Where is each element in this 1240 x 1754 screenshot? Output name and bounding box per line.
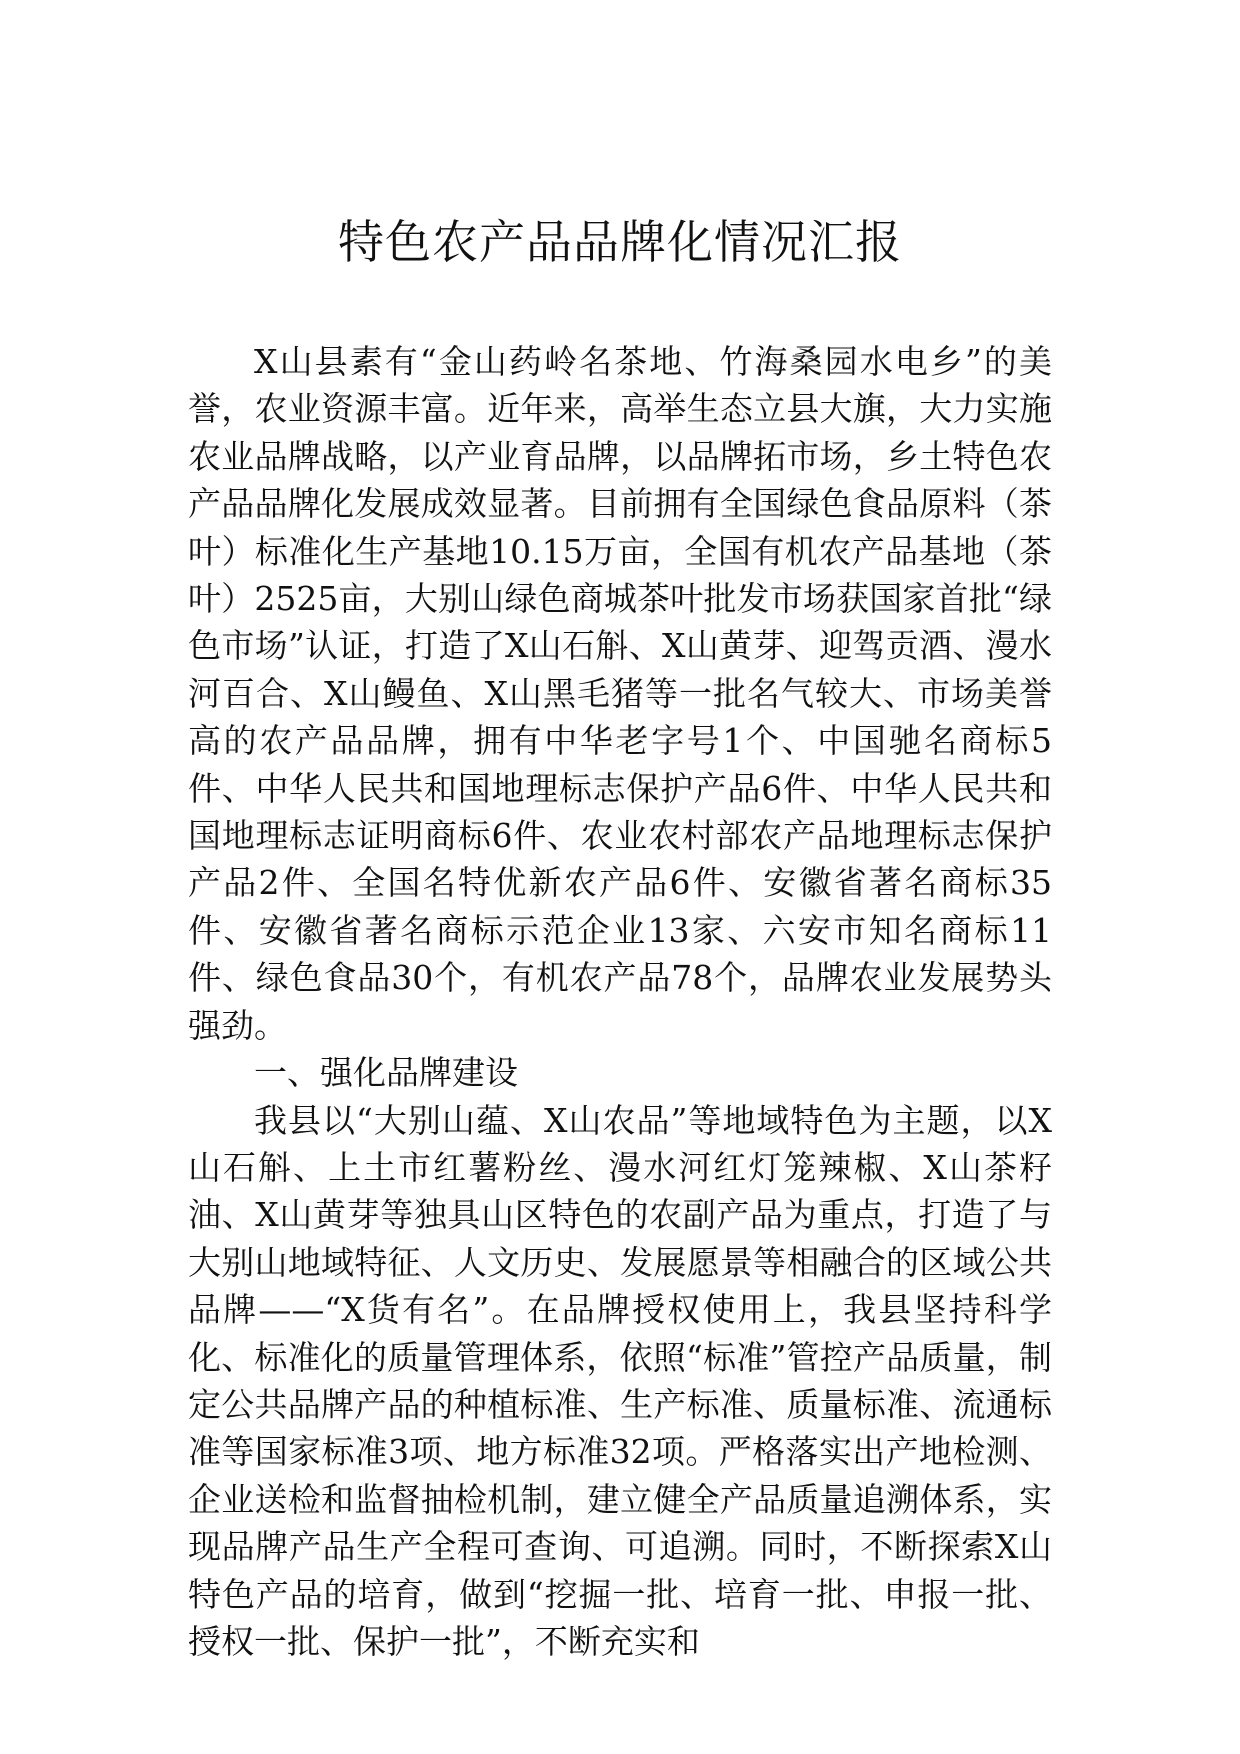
document-title: 特色农产品品牌化情况汇报 bbox=[338, 215, 902, 269]
section-heading: 一、强化品牌建设 bbox=[254, 1053, 518, 1093]
intro-paragraph: X山县素有“金山药岭名茶地、竹海桑园水电乡”的美誉，农业资源丰富。近年来，高举生态立县大旗，大力实施农业品牌战略，以产业育品牌，以品牌拓市场，乡土特色农产品品牌化发展成效显著。目前拥有全国绿色食品原料（茶叶）标准化生产基地10.15万亩，全国有机农产品基地（茶叶）2525亩，大别山绿色商城茶叶批发市场获国家首批“绿色市场”认证，打造了X山石斛、X山黄芽、迎驾贡酒、漫水河百合、X山鳗鱼、X山黑毛猪等一批名气较大、市场美誉高的农产品品牌，拥有中华老字号1个、中国驰名商标5件、中华人民共和国地理标志保护产品6件、中华人民共和国地理标志证明商标6件、农业农村部农产品地理标志保护产品2件、全国名特优新农产品6件、安徽省著名商标35件、安徽省著名商标示范企业13家、六安市知名商标11件、绿色食品30个，有机农产品78个，品牌农业发展势头强劲。 bbox=[188, 342, 1052, 1045]
document-body bbox=[188, 338, 1052, 1665]
section-paragraph: 我县以“大别山蕴、X山农品”等地域特色为主题，以X山石斛、上土市红薯粉丝、漫水河红灯笼辣椒、X山茶籽油、X山黄芽等独具山区特色的农副产品为重点，打造了与大别山地域特征、人文历史、发展愿景等相融合的区域公共品牌——“X货有名”。在品牌授权使用上，我县坚持科学化、标准化的质量管理体系，依照“标准”管控产品质量，制定公共品牌产品的种植标准、生产标准、质量标准、流通标准等国家标准3项、地方标准32项。严格落实出产地检测、企业送检和监督抽检机制，建立健全产品质量追溯体系，实现品牌产品生产全程可查询、可追溯。同时，不断探索X山特色产品的培育，做到“挖掘一批、培育一批、申报一批、授权一批、保护一批”，不断充实和 bbox=[188, 1100, 1052, 1661]
